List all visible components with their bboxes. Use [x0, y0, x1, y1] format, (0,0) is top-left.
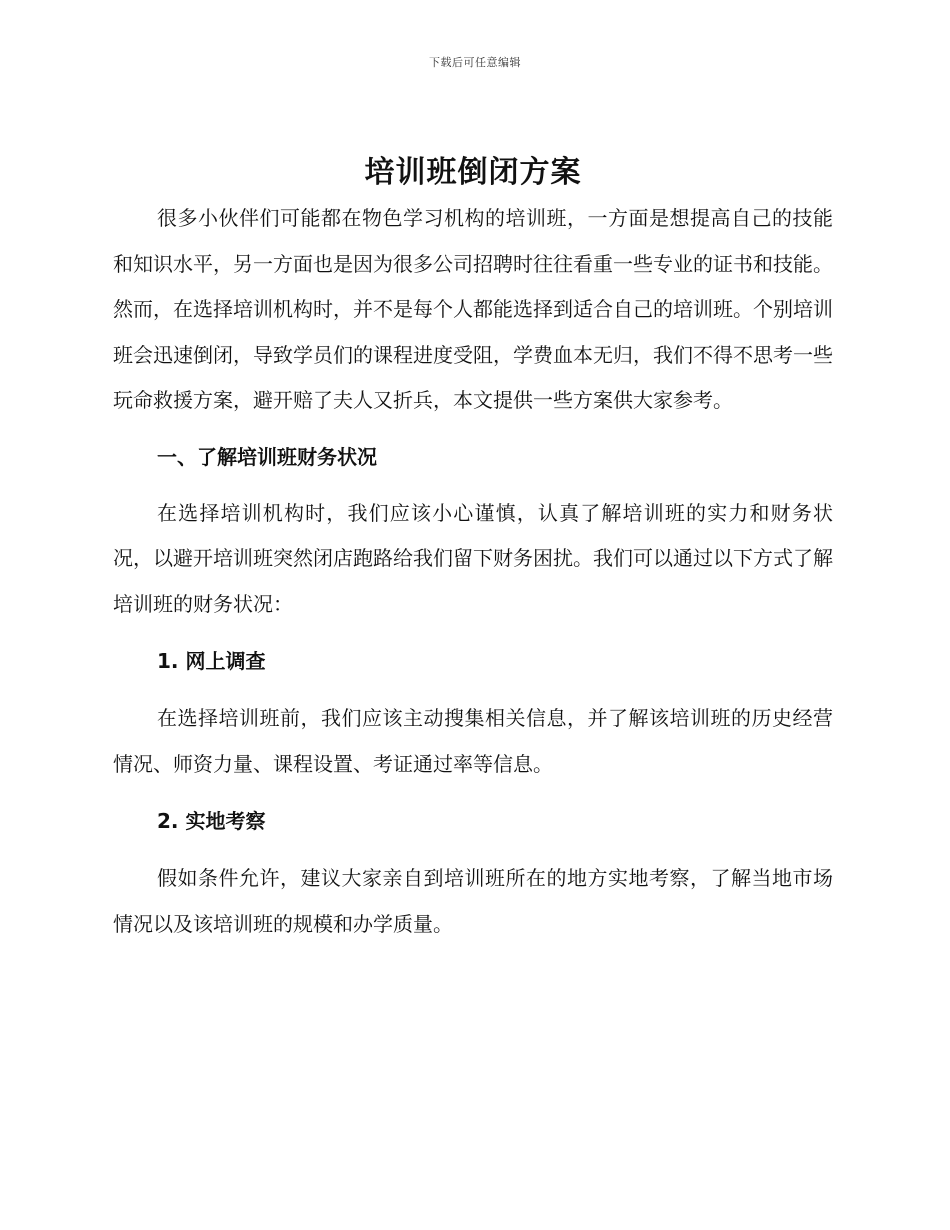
subsection-paragraph-site-visit: 假如条件允许，建议大家亲自到培训班所在的地方实地考察，了解当地市场情况以及该培训班的规模和办学质量。	[113, 866, 833, 936]
subsection-heading-online-research: 1. 网上调查	[157, 649, 266, 673]
spacer	[113, 480, 833, 491]
section-heading-financial-status: 一、了解培训班财务状况	[157, 444, 377, 469]
spacer	[113, 424, 833, 435]
spacer	[113, 684, 833, 696]
intro-paragraph: 很多小伙伴们可能都在物色学习机构的培训班，一方面是想提高自己的技能和知识水平，另一方面也是因为很多公司招聘时往往看重一些专业的证书和技能。然而，在选择培训机构时，并不是每个人都能选择到适合自己的培训班。个别培训班会迅速倒闭，导致学员们的课程进度受阻，学费血本无归，我们不得不思考一些玩命救援方案，避开赔了夫人又折兵，本文提供一些方案供大家参考。	[113, 206, 833, 412]
spacer	[113, 787, 833, 799]
spacer	[113, 844, 833, 856]
document-body	[113, 150, 833, 947]
subsection-paragraph-online-research: 在选择培训班前，我们应该主动搜集相关信息，并了解该培训班的历史经营情况、师资力量、课程设置、考证通过率等信息。	[113, 706, 833, 776]
section-paragraph-financial-status: 在选择培训机构时，我们应该小心谨慎，认真了解培训班的实力和财务状况，以避开培训班突然闭店跑路给我们留下财务困扰。我们可以通过以下方式了解培训班的财务状况：	[113, 500, 833, 616]
document-title: 培训班倒闭方案	[364, 155, 582, 190]
subsection-heading-site-visit: 2. 实地考察	[157, 809, 266, 833]
spacer	[113, 627, 833, 639]
page-header-note: 下载后可任意编辑	[429, 56, 521, 69]
